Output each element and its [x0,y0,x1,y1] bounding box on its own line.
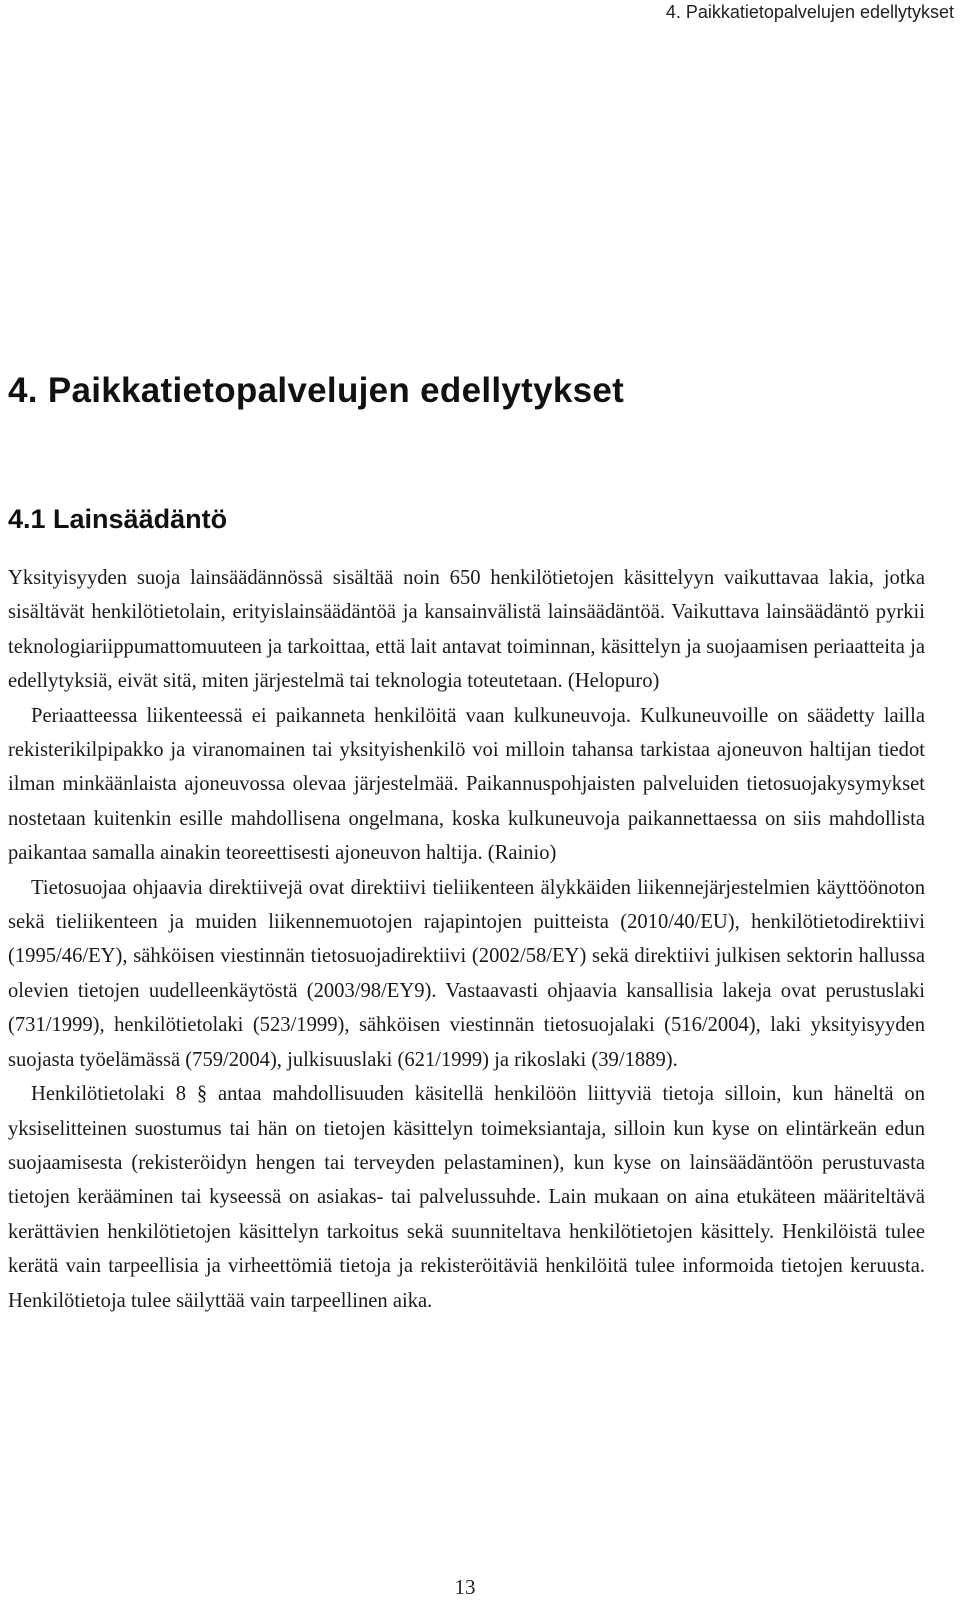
paragraph: Yksityisyyden suoja lainsäädännössä sisältää noin 650 henkilötietojen käsittelyyn vaikuttavaa lakia, jotka sisältävät henkilötietolain, erityislainsäädäntöä ja kansainvälistä lainsäädäntöä. Vaikuttava lainsäädäntö pyrkii teknologiariippumattomuuteen ja tarkoittaa, että lait antavat toiminnan, käsittelyn ja suojaamisen periaatteita ja edellytyksiä, eivät sitä, miten järjestelmä tai teknologia toteutetaan. (Helopuro) [8,567,925,693]
paragraph: Tietosuojaa ohjaavia direktiivejä ovat direktiivi tieliikenteen älykkäiden liikennejärjestelmien käyttöönoton sekä tieliikenteen ja muiden liikennemuotojen rajapintojen puitteista (2010/40/EU), henkilötietodirektiivi (1995/46/EY), sähköisen viestinnän tietosuojadirektiivi (2002/58/EY) sekä direktiivi julkisen sektorin hallussa olevien tietojen uudelleenkäytöstä (2003/98/EY9). Vastaavasti ohjaavia kansallisia lakeja ovat perustuslaki (731/1999), henkilötietolaki (523/1999), sähköisen viestinnän tietosuojalaki (516/2004), laki yksityisyyden suojasta työelämässä (759/2004), julkisuuslaki (621/1999) ja rikoslaki (39/1889). [8,876,925,1071]
running-header: 4. Paikkatietopalvelujen edellytykset [665,2,954,22]
section-title: 4.1 Lainsäädäntö [8,504,228,534]
chapter-title: 4. Paikkatietopalvelujen edellytykset [8,371,625,410]
page-number: 13 [454,1575,476,1599]
body-text [8,561,925,1318]
paragraph: Periaatteessa liikenteessä ei paikanneta henkilöitä vaan kulkuneuvoja. Kulkuneuvoille on säädetty lailla rekisterikilpipakko ja viranomainen tai yksityishenkilö voi milloin tahansa tarkistaa ajoneuvon haltijan tiedot ilman minkäänlaista ajoneuvossa olevaa järjestelmää. Paikannuspohjaisten palveluiden tietosuojakysymykset nostetaan kuitenkin esille mahdollisena ongelmana, koska kulkuneuvoja paikannettaessa on siis mahdollista paikantaa samalla ainakin teoreettisesti ajoneuvon haltija. (Rainio) [8,704,925,865]
paragraph: Henkilötietolaki 8 § antaa mahdollisuuden käsitellä henkilöön liittyviä tietoja silloin, kun häneltä on yksiselitteinen suostumus tai hän on tietojen käsittelyn toimeksiantaja, silloin kun kyse on elintärkeän edun suojaamisesta (rekisteröidyn hengen tai terveyden pelastaminen), kun kyse on lainsäädäntöön perustuvasta tietojen kerääminen tai kyseessä on asiakas- tai palvelussuhde. Lain mukaan on aina etukäteen määriteltävä kerättävien henkilötietojen käsittelyn tarkoitus sekä suunniteltava henkilötietojen käsittely. Henkilöistä tulee kerätä vain tarpeellisia ja virheettömiä tietoja ja rekisteröitäviä henkilöitä tulee informoida tietojen keruusta. Henkilötietoja tulee säilyttää vain tarpeellinen aika. [8,1083,925,1312]
